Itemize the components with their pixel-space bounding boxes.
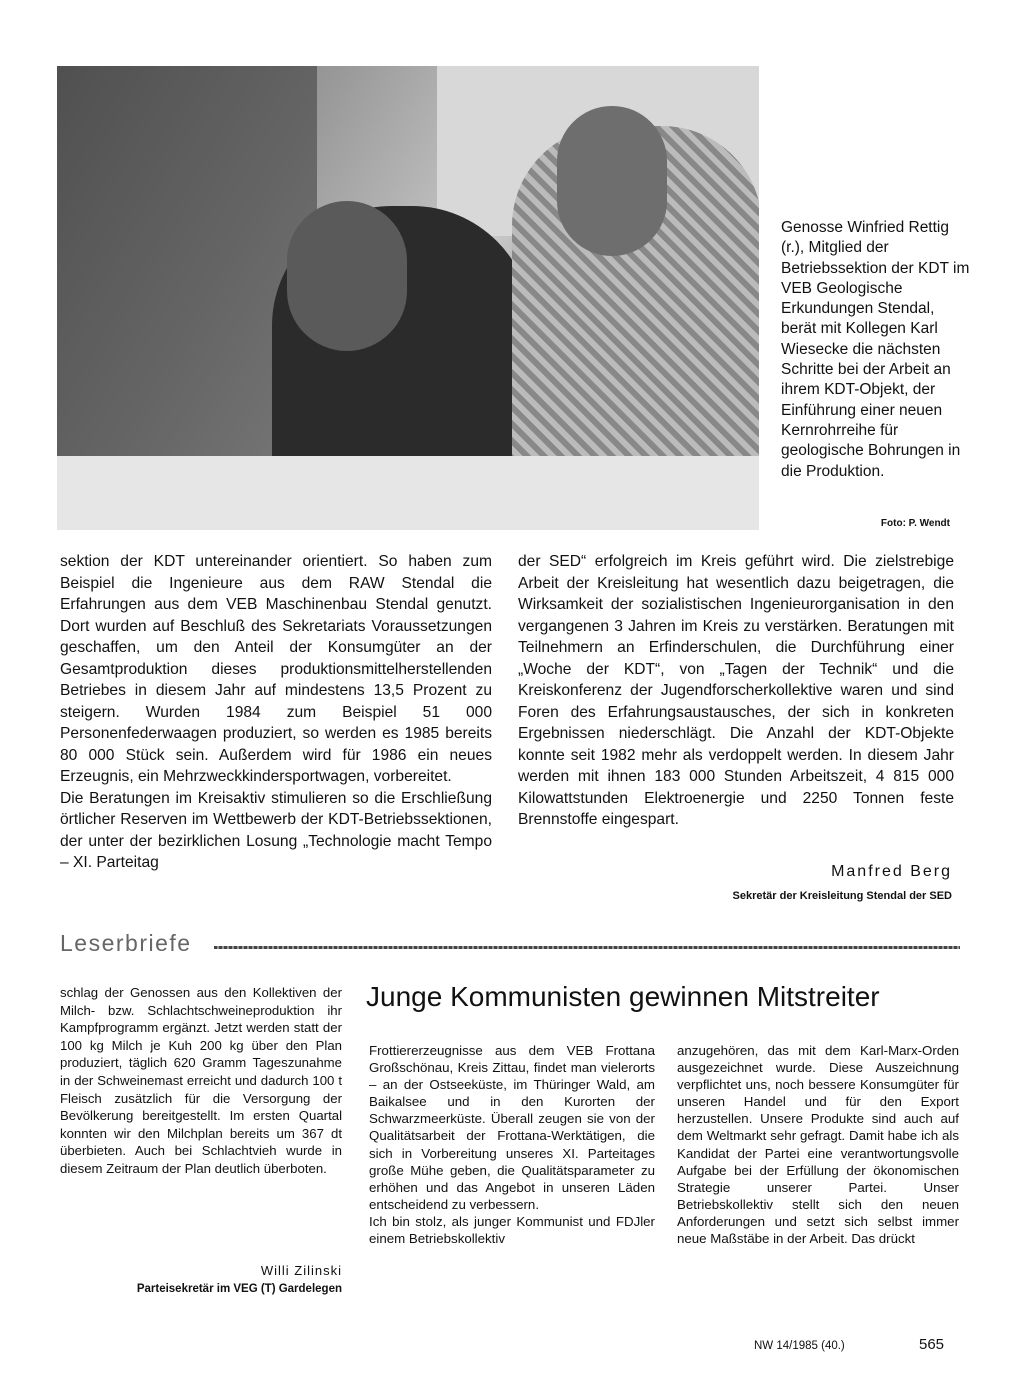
article-paragraph: Die Beratungen im Kreisaktiv stimulieren so die Erschließung örtlicher Reserven im Wettbewerb der KDT-Betriebssektionen, der unter der bezirklichen Losung „Technologie macht Tempo – XI. Parteitag bbox=[60, 789, 492, 871]
letter1-author: Willi Zilinski bbox=[260, 1263, 342, 1278]
page-number: 565 bbox=[919, 1336, 945, 1353]
article-author-title: Sekretär der Kreisleitung Stendal der SED bbox=[732, 890, 952, 902]
article-column-left bbox=[60, 551, 492, 874]
letter1-column bbox=[60, 984, 342, 1178]
letter2-headline: Junge Kommunisten gewinnen Mitstreiter bbox=[366, 981, 880, 1012]
letter2-column-2 bbox=[677, 1042, 959, 1247]
article-paragraph: der SED“ erfolgreich im Kreis geführt wird. Die zielstrebige Arbeit der Kreisleitung hat wesentlich dazu beigetragen, die Wirksamkeit der sozialistischen Ingenieurorganisation in den vergangenen 3 Jahren im Kreis zu verstärken. Beratungen mit Teilnehmern an Erfinderschulen, die Durchführung einer „Woche der KDT“, von „Tagen der Technik“ und die Kreiskonferenz der Jugendforscherkollektive waren und sind Foren des Erfahrungsaustausches, der sich in konkreten Ergebnissen niederschlägt. Die Anzahl der KDT-Objekte konnte seit 1982 mehr als verdoppelt werden. In diesem Jahr werden mit ihnen 183 000 Stunden Arbeitszeit, 4 815 000 Kilowattstunden Elektroenergie und 2250 Tonnen feste Brennstoffe eingespart. bbox=[518, 553, 954, 828]
letter2-paragraph: anzugehören, das mit dem Karl-Marx-Orden ausgezeichnet wurde. Diese Auszeichnung verpflichtet uns, noch bessere Konsumgüter für unseren Handel und für den Export herzustellen. Unsere Produkte sind auch auf dem Weltmarkt sehr gefragt. Damit habe ich als Kandidat der Partei eine verantwortungsvolle Aufgabe bei der Erfüllung der ökonomischen Strategie unserer Partei. Unser Betriebskollektiv stellt sich den neuen Anforderungen und setzt sich selbst immer neue Maßstäbe in der Arbeit. Das drückt bbox=[677, 1043, 959, 1247]
letter2-paragraph: Frottiererzeugnisse aus dem VEB Frottana Großschönau, Kreis Zittau, findet man vielerorts – an der Ostseeküste, im Thüringer Wald, am Baikalsee und in den Kurorten der Schwarzmeerküste. Überall zeugen sie von der Qualitätsarbeit der Frottana-Werktätigen, die sich in Vorbereitung unseres XI. Parteitages große Mühe geben, die Qualitätsparameter zu erhöhen und das Angebot in unseren Läden entscheidend zu verbessern. bbox=[369, 1043, 655, 1212]
article-column-right bbox=[518, 551, 954, 831]
letter1-text: schlag der Genossen aus den Kollektiven der Milch- bzw. Schlachtschweineproduktion ihr Kampfprogramm ergänzt. Jetzt werden statt der 100 kg Milch je Kuh 200 kg über den Plan produziert, täglich 620 Gramm Tageszunahme in der Schweinemast erreicht und dadurch 100 t Fleisch zusätzlich für die Versorgung der Bevölkerung bereitgestellt. Im ersten Quartal konnten wir den Milchplan bereits um 367 dt überbieten. Auch bei Schlachtvieh wurde in diesem Zeitraum der Plan deutlich überboten. bbox=[60, 985, 342, 1176]
photo-person-left-head bbox=[287, 201, 407, 351]
photo bbox=[57, 66, 759, 530]
photo-credit: Foto: P. Wendt bbox=[880, 518, 950, 529]
letter1-author-title: Parteisekretär im VEG (T) Gardelegen bbox=[136, 1283, 342, 1295]
photo-table bbox=[57, 456, 759, 530]
section-header bbox=[60, 930, 960, 960]
section-title: Leserbriefe bbox=[60, 930, 192, 956]
article-author: Manfred Berg bbox=[831, 863, 952, 880]
photo-person-right-head bbox=[557, 106, 667, 256]
letter2-column-1 bbox=[369, 1042, 655, 1247]
photo-caption: Genosse Winfried Rettig (r.), Mitglied der Betriebssektion der KDT im VEB Geologische Erkundungen Stendal, berät mit Kollegen Karl Wiesecke die nächsten Schritte bei der Arbeit an ihrem KDT-Objekt, der Einführung einer neuen Kernrohrreihe für geologische Bohrungen in die Produktion. bbox=[781, 219, 970, 480]
article-paragraph: sektion der KDT untereinander orientiert. So haben zum Beispiel die Ingenieure aus dem RAW Stendal die Erfahrungen aus dem VEB Maschinenbau Stendal genutzt. Dort wurden auf Beschluß des Sekretariats Voraussetzungen geschaffen, um den Anteil der Konsumgüter an der Gesamtproduktion dieses produktionsmittelherstellenden Betriebes in diesem Jahr auf mindestens 13,5 Prozent zu steigern. Wurden 1984 zum Beispiel 51 000 Personenfederwaagen produziert, so werden es 1985 bereits 80 000 Stück sein. Außerdem wird für 1986 ein neues Erzeugnis, ein Mehrzweckkindersportwagen, vorbereitet. bbox=[60, 553, 492, 785]
footer-issue: NW 14/1985 (40.) bbox=[754, 1340, 845, 1352]
section-divider bbox=[214, 946, 960, 949]
letter2-paragraph: Ich bin stolz, als junger Kommunist und FDJler einem Betriebskollektiv bbox=[369, 1213, 655, 1247]
